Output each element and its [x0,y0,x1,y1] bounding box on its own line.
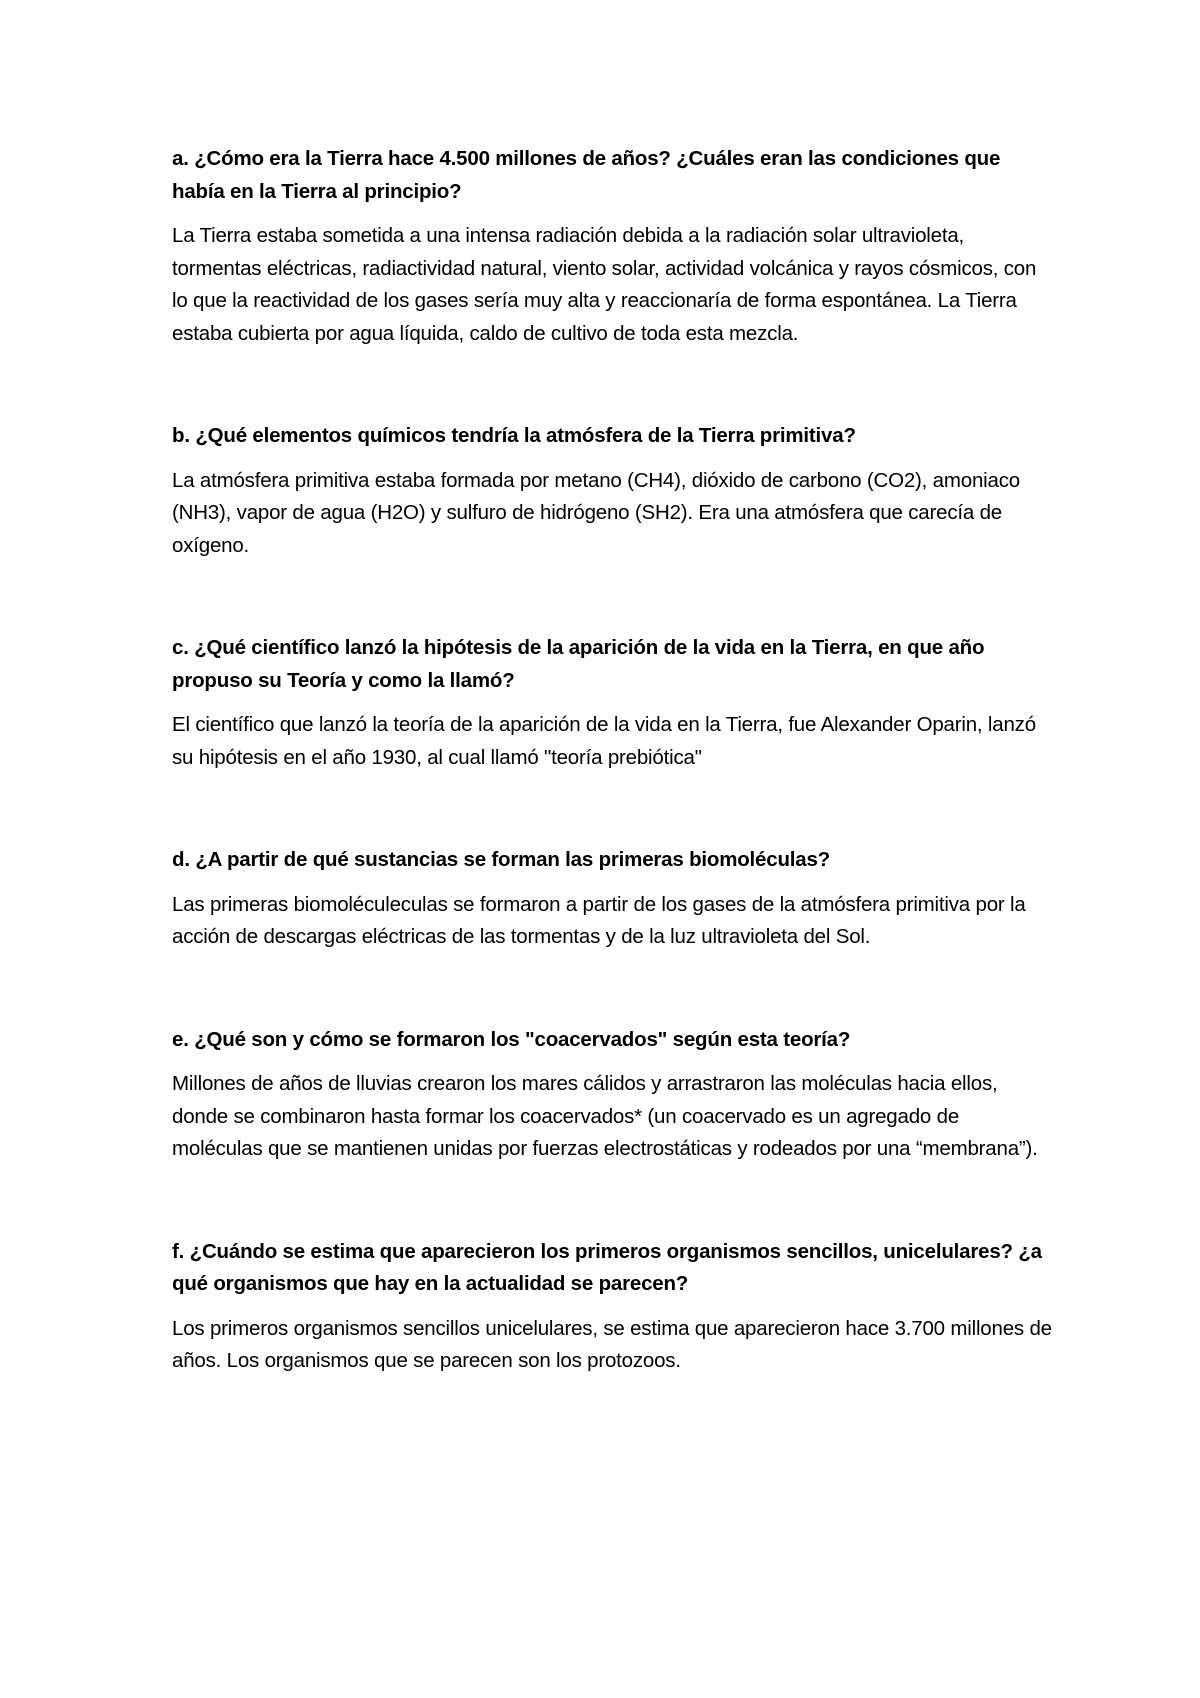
question-b: b. ¿Qué elementos químicos tendría la atmósfera de la Tierra primitiva? [172,424,856,447]
document-body [172,143,1052,1378]
answer-b: La atmósfera primitiva estaba formada por metano (CH4), dióxido de carbono (CO2), amoniaco (NH3), vapor de agua (H2O) y sulfuro de hidrógeno (SH2). Era una atmósfera que carecía de oxígeno. [172,468,1020,557]
answer-a: La Tierra estaba sometida a una intensa radiación debida a la radiación solar ultravioleta, tormentas eléctricas, radiactividad natural, viento solar, actividad volcánica y rayos cósmicos, con lo que la reactividad de los gases sería muy alta y reaccionaría de forma espontánea. La Tierra estaba cubierta por agua líquida, caldo de cultivo de toda esta mezcla. [172,224,1037,345]
question-f: f. ¿Cuándo se estima que aparecieron los primeros organismos sencillos, unicelulares? ¿a qué organismos que hay en la actualidad se parecen? [172,1239,1042,1295]
qa-item-d [172,844,1052,954]
question-d: d. ¿A partir de qué sustancias se forman las primeras biomoléculas? [172,848,830,871]
question-a: a. ¿Cómo era la Tierra hace 4.500 millones de años? ¿Cuáles eran las condiciones que había en la Tierra al principio? [172,147,1001,203]
question-c: c. ¿Qué científico lanzó la hipótesis de la aparición de la vida en la Tierra, en que año propuso su Teoría y como la llamó? [172,636,985,692]
qa-item-e [172,1024,1052,1166]
answer-c: El científico que lanzó la teoría de la aparición de la vida en la Tierra, fue Alexander Oparin, lanzó su hipótesis en el año 1930, al cual llamó "teoría prebiótica" [172,713,1036,769]
qa-item-b [172,420,1052,562]
qa-item-f [172,1236,1052,1378]
answer-d: Las primeras biomoléculeculas se formaron a partir de los gases de la atmósfera primitiva por la acción de descargas eléctricas de las tormentas y de la luz ultravioleta del Sol. [172,892,1026,948]
answer-f: Los primeros organismos sencillos unicelulares, se estima que aparecieron hace 3.700 millones de años. Los organismos que se parecen son los protozoos. [172,1316,1052,1372]
qa-item-c [172,632,1052,774]
qa-item-a [172,143,1052,350]
question-e: e. ¿Qué son y cómo se formaron los "coacervados" según esta teoría? [172,1027,851,1051]
answer-e: Millones de años de lluvias crearon los mares cálidos y arrastraron las moléculas hacia ellos, donde se combinaron hasta formar los coacervados* (un coacervado es un agregado de moléculas que se mantienen unidas por fuerzas electrostáticas y rodeados por una “membrana”). [172,1072,1038,1160]
